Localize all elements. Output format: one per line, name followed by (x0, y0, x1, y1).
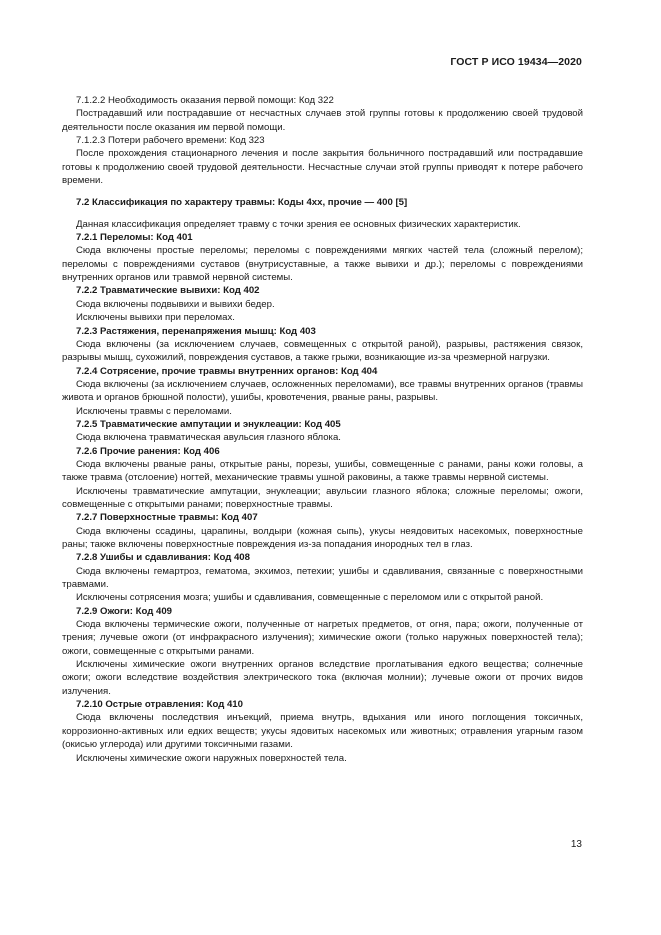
subsection-heading: 7.2.5 Травматические ампутации и энуклеации: Код 405 (76, 418, 341, 430)
subsection-heading: 7.2.4 Сотрясение, прочие травмы внутренних органов: Код 404 (76, 365, 378, 377)
page-number: 13 (570, 839, 582, 850)
subsection-heading: 7.2.6 Прочие ранения: Код 406 (76, 445, 220, 457)
paragraph: Сюда включены (за исключением случаев, осложненных переломами), все травмы внутренних органов (травмы живота и органов брюшной полости), ушибы, кровотечения, рваные раны, разрывы. (62, 378, 583, 404)
paragraph: Сюда включены (за исключением случаев, совмещенных с открытой раной), разрывы, растяжения связок, разрывы мышц, сухожилий, повреждения суставов, а также грыжи, возникающие из-за чрезмерной нагрузки. (62, 338, 583, 364)
paragraph: Исключены травматические ампутации, энуклеации; авульсии глазного яблока; сложные переломы; ожоги, совмещенные с открытыми ранами; поверхностные травмы. (62, 485, 583, 510)
paragraph: Сюда включены ссадины, царапины, волдыри (кожная сыпь), укусы неядовитых насекомых, поверхностные раны; также включены поверхностные повреждения из-за попадания инородных тел в глаз. (62, 525, 583, 550)
paragraph: Исключены химические ожоги наружных поверхностей тела. (76, 752, 347, 764)
paragraph: Сюда включены термические ожоги, полученные от нагретых предметов, от огня, пара; ожоги, полученные от трения; лучевые ожоги (от инфракрасного излучения); химические ожоги (только наружных поверхностей тела); ожоги, совмещенные с открытыми ранами. (62, 619, 583, 657)
paragraph: Сюда включены простые переломы; переломы с повреждениями мягких частей тела (сложный перелом); переломы с повреждениями суставов (внутрисуставные, а также вывихи и др.); переломы с повреждениями внутренних органов или травмой нервной системы. (62, 245, 583, 284)
paragraph: Сюда включены подвывихи и вывихи бедер. (76, 298, 275, 310)
subsection-heading: 7.2.10 Острые отравления: Код 410 (76, 699, 243, 711)
document-body (62, 94, 583, 765)
paragraph: Пострадавший или пострадавшие от несчастных случаев этой группы готовы к продолжению своей трудовой деятельности после оказания им первой помощи. (62, 108, 583, 133)
paragraph: Исключены химические ожоги внутренних органов вследствие проглатывания едкого вещества; солнечные ожоги; ожоги вследствие воздействия электрического тока (включая молнии); лучевые ожоги от прочих видов излучения. (62, 659, 583, 697)
paragraph: 7.1.2.3 Потери рабочего времени: Код 323 (76, 135, 265, 147)
subsection-heading: 7.2.8 Ушибы и сдавливания: Код 408 (76, 552, 250, 564)
subsection-heading: 7.2.7 Поверхностные травмы: Код 407 (76, 512, 258, 524)
subsection-heading: 7.2.9 Ожоги: Код 409 (76, 605, 172, 617)
paragraph: Сюда включены гемартроз, гематома, экхимоз, петехии; ушибы и сдавливания, связанные с поверхностными травмами. (62, 565, 583, 591)
paragraph: Исключены травмы с переломами. (76, 405, 232, 417)
subsection-heading: 7.2.1 Переломы: Код 401 (76, 232, 193, 244)
paragraph: После прохождения стационарного лечения и после закрытия больничного пострадавший или пострадавшие готовы к продолжению своей трудовой деятельности. Несчастные случаи этой группы приводят к потере рабочего времени. (62, 148, 583, 187)
paragraph: Сюда включены последствия инъекций, приема внутрь, вдыхания или иного поглощения токсичных, коррозионно-активных или едких веществ; укусы ядовитых насекомых или животных; отравления угарным газом (окисью углерода) или другими токсичными газами. (62, 712, 583, 751)
subsection-heading: 7.2.2 Травматические вывихи: Код 402 (76, 285, 260, 297)
paragraph: Исключены сотрясения мозга; ушибы и сдавливания, совмещенные с переломом или с открытой раной. (76, 592, 544, 604)
paragraph: 7.1.2.2 Необходимость оказания первой помощи: Код 322 (76, 95, 334, 106)
paragraph: Данная классификация определяет травму с точки зрения ее основных физических характеристик. (76, 218, 521, 230)
document-header: ГОСТ Р ИСО 19434—2020 (450, 56, 582, 68)
paragraph: Сюда включены рваные раны, открытые раны, порезы, ушибы, совмещенные с ранами, раны кожи головы, а также травма (отслоение) ногтей, механические травмы ушной раковины, а также травмы нервной системы. (62, 458, 583, 484)
section-heading: 7.2 Классификация по характеру травмы: Коды 4хх, прочие — 400 [5] (76, 197, 408, 209)
subsection-heading: 7.2.3 Растяжения, перенапряжения мышц: Код 403 (76, 325, 316, 337)
paragraph: Исключены вывихи при переломах. (76, 312, 235, 324)
paragraph: Сюда включена травматическая авульсия глазного яблока. (76, 432, 341, 444)
